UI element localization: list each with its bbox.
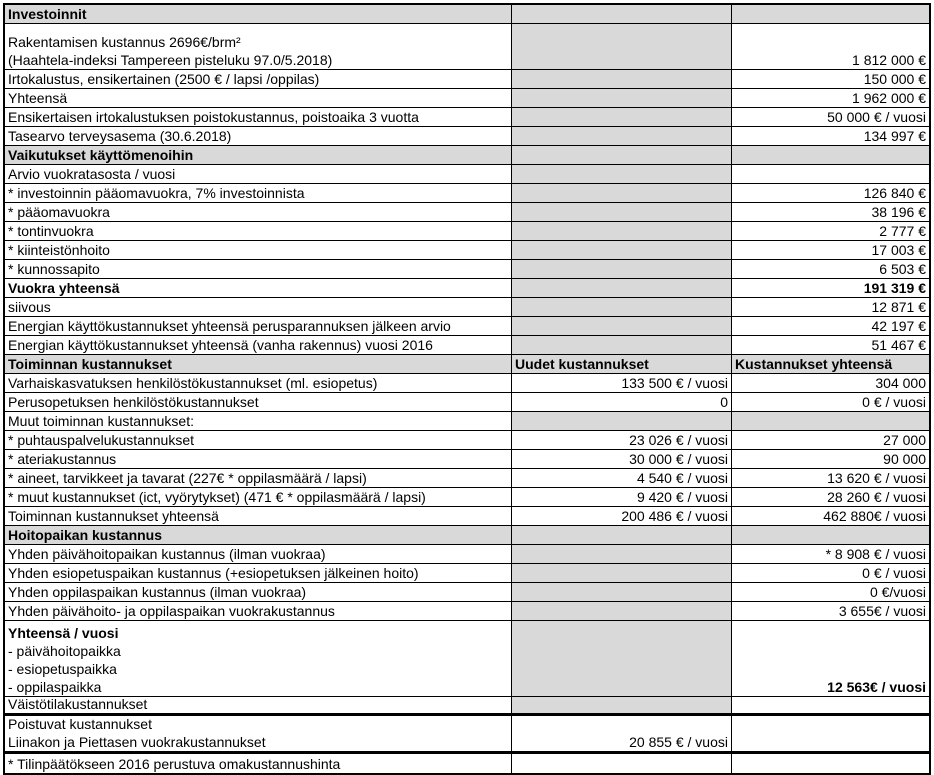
total-cost-value: 17 003 €	[871, 242, 926, 258]
total-cost-cell	[732, 488, 929, 506]
total-cost-value: 134 997 €	[863, 128, 926, 144]
total-cost-cell	[732, 241, 929, 259]
label-text: * ateriakustannus	[8, 451, 117, 467]
cost-table	[3, 3, 931, 775]
total-cost-cell	[732, 697, 929, 713]
new-cost-cell	[512, 355, 732, 373]
table-row	[5, 70, 929, 89]
label-text: Energian käyttökustannukset yhteensä (vanha rakennus) vuosi 2016	[8, 337, 433, 353]
label-text: - oppilaspaikka	[8, 679, 102, 695]
new-cost-cell	[512, 507, 732, 525]
new-cost-cell	[512, 317, 732, 335]
label-text: Arvio vuokratasosta / vuosi	[8, 166, 176, 182]
total-cost-value: 50 000 € / vuosi	[827, 109, 926, 125]
label-text: (Haahtela-indeksi Tampereen pisteluku 97.0/5.2018)	[8, 52, 333, 68]
table-row	[5, 507, 929, 526]
new-cost-cell	[512, 697, 732, 713]
label-text: * kunnossapito	[8, 261, 100, 277]
new-cost-cell	[512, 165, 732, 183]
table-row	[5, 279, 929, 298]
total-cost-value: 6 503 €	[879, 261, 926, 277]
total-cost-value: 12 871 €	[871, 299, 926, 315]
label-cell	[5, 336, 512, 354]
new-cost-cell	[512, 469, 732, 487]
new-cost-cell	[512, 754, 732, 773]
total-cost-value: 0 €/vuosi	[869, 584, 926, 600]
new-cost-cell	[512, 336, 732, 354]
label-cell	[5, 450, 512, 468]
total-cost-cell	[732, 450, 929, 468]
new-cost-cell	[512, 222, 732, 240]
total-cost-value: 42 197 €	[871, 318, 926, 334]
table-row	[5, 89, 929, 108]
new-cost-value: 23 026 € / vuosi	[629, 432, 728, 448]
label-cell	[5, 222, 512, 240]
table-row	[5, 127, 929, 146]
label-text: Energian käyttökustannukset yhteensä perusparannuksen jälkeen arvio	[8, 318, 451, 334]
label-cell	[5, 165, 512, 183]
total-cost-cell	[732, 298, 929, 316]
total-cost-cell	[732, 393, 929, 411]
new-cost-cell	[512, 526, 732, 544]
total-cost-cell	[732, 203, 929, 221]
table-row	[5, 602, 929, 621]
new-cost-value: 0	[720, 394, 728, 410]
label-cell	[5, 412, 512, 430]
new-cost-cell	[512, 564, 732, 582]
new-cost-cell	[512, 431, 732, 449]
table-row	[5, 716, 929, 754]
total-cost-cell	[732, 754, 929, 773]
table-row	[5, 24, 929, 70]
new-cost-cell	[512, 127, 732, 145]
total-cost-value: 1 812 000 €	[852, 52, 926, 68]
section-header-row	[5, 526, 929, 545]
new-cost-cell	[512, 374, 732, 392]
label-text: Ensikertaisen irtokalustuksen poistokustannus, poistoaika 3 vuotta	[8, 109, 419, 125]
total-cost-value: 462 880€ / vuosi	[823, 508, 926, 524]
section-header-row	[5, 355, 929, 374]
label-cell	[5, 279, 512, 297]
label-text: Yhden esiopetuspaikan kustannus (+esiopetuksen jälkeinen hoito)	[8, 565, 419, 581]
table-row	[5, 754, 929, 773]
table-row	[5, 241, 929, 260]
label-text: - esiopetuspaikka	[8, 661, 117, 677]
label-text: Toiminnan kustannukset	[8, 356, 172, 372]
total-cost-cell	[732, 184, 929, 202]
label-cell	[5, 754, 512, 773]
table-row	[5, 621, 929, 697]
label-cell	[5, 564, 512, 582]
label-text: Yhden oppilaspaikan kustannus (ilman vuokraa)	[8, 584, 307, 600]
label-text: * kiinteistönhoito	[8, 242, 110, 258]
label-cell	[5, 431, 512, 449]
label-cell	[5, 716, 512, 751]
label-cell	[5, 507, 512, 525]
new-cost-cell	[512, 24, 732, 69]
new-cost-cell	[512, 583, 732, 601]
total-cost-cell	[732, 545, 929, 563]
label-text: * pääomavuokra	[8, 204, 110, 220]
label-text: - päivähoitopaikka	[8, 643, 121, 659]
label-cell	[5, 24, 512, 69]
total-cost-cell	[732, 5, 929, 23]
table-row	[5, 336, 929, 355]
table-row	[5, 165, 929, 184]
label-cell	[5, 374, 512, 392]
table-row	[5, 488, 929, 507]
total-cost-cell	[732, 412, 929, 430]
table-row	[5, 697, 929, 716]
new-cost-cell	[512, 203, 732, 221]
table-row	[5, 469, 929, 488]
label-cell	[5, 260, 512, 278]
table-row	[5, 317, 929, 336]
label-text: Yhden päivähoito- ja oppilaspaikan vuokrakustannus	[8, 603, 335, 619]
section-header-row	[5, 146, 929, 165]
section-header-row	[5, 5, 929, 24]
label-cell	[5, 317, 512, 335]
label-cell	[5, 469, 512, 487]
new-cost-cell	[512, 716, 732, 751]
new-cost-value: 30 000 € / vuosi	[629, 451, 728, 467]
new-cost-value: 9 420 € / vuosi	[636, 489, 728, 505]
label-cell	[5, 621, 512, 696]
new-cost-cell	[512, 488, 732, 506]
total-cost-cell	[732, 564, 929, 582]
total-cost-value: 90 000	[883, 451, 926, 467]
label-cell	[5, 203, 512, 221]
label-text: Tasearvo terveysasema (30.6.2018)	[8, 128, 232, 144]
table-row	[5, 431, 929, 450]
new-cost-value: 133 500 € / vuosi	[621, 375, 728, 391]
label-text: Muut toiminnan kustannukset:	[8, 413, 194, 429]
label-text: * investoinnin pääomavuokra, 7% investoinnista	[8, 185, 305, 201]
new-cost-cell	[512, 412, 732, 430]
label-cell	[5, 393, 512, 411]
total-cost-value: 191 319 €	[863, 280, 926, 296]
table-row	[5, 298, 929, 317]
label-text: Investoinnit	[8, 6, 87, 22]
label-text: Perusopetuksen henkilöstökustannukset	[8, 394, 259, 410]
label-cell	[5, 697, 512, 713]
total-cost-value: 150 000 €	[863, 71, 926, 87]
new-cost-cell	[512, 184, 732, 202]
total-cost-cell	[732, 583, 929, 601]
total-cost-cell	[732, 260, 929, 278]
table-row	[5, 393, 929, 412]
total-cost-cell	[732, 222, 929, 240]
total-cost-cell	[732, 336, 929, 354]
total-cost-value: 38 196 €	[871, 204, 926, 220]
label-text: Yhden päivähoitopaikan kustannus (ilman vuokraa)	[8, 546, 326, 562]
table-row	[5, 412, 929, 431]
table-row	[5, 222, 929, 241]
total-cost-cell	[732, 127, 929, 145]
total-cost-cell	[732, 279, 929, 297]
total-cost-cell	[732, 165, 929, 183]
label-text: Vuokra yhteensä	[8, 280, 120, 296]
label-cell	[5, 298, 512, 316]
new-cost-cell	[512, 70, 732, 88]
table-row	[5, 564, 929, 583]
new-cost-cell	[512, 393, 732, 411]
label-text: Poistuvat kustannukset	[8, 716, 152, 732]
new-cost-cell	[512, 602, 732, 620]
total-cost-cell	[732, 355, 929, 373]
table-row	[5, 184, 929, 203]
table-row	[5, 583, 929, 602]
total-cost-cell	[732, 469, 929, 487]
new-cost-cell	[512, 5, 732, 23]
total-cost-value: 2 777 €	[879, 223, 926, 239]
total-cost-cell	[732, 108, 929, 126]
total-cost-cell	[732, 146, 929, 164]
label-text: * puhtauspalvelukustannukset	[8, 432, 195, 448]
total-cost-cell	[732, 317, 929, 335]
label-text: Väistötilakustannukset	[8, 697, 148, 712]
total-cost-value: 28 260 € / vuosi	[827, 489, 926, 505]
label-text: Toiminnan kustannukset yhteensä	[8, 508, 219, 524]
label-text: Liinakon ja Piettasen vuokrakustannukset	[8, 734, 266, 750]
label-text: Irtokalustus, ensikertainen (2500 € / lapsi /oppilas)	[8, 71, 320, 87]
total-cost-value: 51 467 €	[871, 337, 926, 353]
label-cell	[5, 355, 512, 373]
label-text: * aineet, tarvikkeet ja tavarat (227€ * oppilasmäärä / lapsi)	[8, 470, 367, 486]
total-cost-cell	[732, 716, 929, 751]
label-cell	[5, 583, 512, 601]
new-cost-cell	[512, 108, 732, 126]
new-cost-cell	[512, 298, 732, 316]
label-cell	[5, 602, 512, 620]
label-cell	[5, 127, 512, 145]
table-row	[5, 203, 929, 222]
total-cost-cell	[732, 431, 929, 449]
total-cost-value: 1 962 000 €	[852, 90, 926, 106]
label-cell	[5, 545, 512, 563]
table-row	[5, 260, 929, 279]
label-cell	[5, 146, 512, 164]
table-row	[5, 108, 929, 127]
total-cost-value: 126 840 €	[863, 185, 926, 201]
label-text: * Tilinpäätökseen 2016 perustuva omakustannushinta	[8, 756, 341, 772]
total-cost-cell	[732, 526, 929, 544]
total-cost-value: 3 655€ / vuosi	[838, 603, 926, 619]
total-cost-value: 0 € / vuosi	[862, 394, 926, 410]
new-cost-cell	[512, 260, 732, 278]
label-text: siivous	[8, 299, 51, 315]
label-cell	[5, 526, 512, 544]
label-text: Varhaiskasvatuksen henkilöstökustannukset (ml. esiopetus)	[8, 375, 378, 391]
new-cost-value: 4 540 € / vuosi	[636, 470, 728, 486]
new-cost-value: Uudet kustannukset	[515, 356, 649, 372]
total-cost-value: 0 € / vuosi	[862, 565, 926, 581]
new-cost-cell	[512, 545, 732, 563]
label-text: Yhteensä	[8, 90, 68, 106]
total-cost-value: * 8 908 € / vuosi	[825, 546, 926, 562]
total-cost-cell	[732, 89, 929, 107]
label-text: Hoitopaikan kustannus	[8, 527, 163, 543]
new-cost-cell	[512, 146, 732, 164]
label-cell	[5, 5, 512, 23]
label-cell	[5, 108, 512, 126]
label-cell	[5, 70, 512, 88]
label-text: * muut kustannukset (ict, vyörytykset) (471 € * oppilasmäärä / lapsi)	[8, 489, 426, 505]
total-cost-value: 27 000	[883, 432, 926, 448]
total-cost-value: 304 000	[875, 375, 926, 391]
total-cost-cell	[732, 602, 929, 620]
total-cost-cell	[732, 621, 929, 696]
label-cell	[5, 488, 512, 506]
new-cost-cell	[512, 279, 732, 297]
table-row	[5, 374, 929, 393]
new-cost-cell	[512, 621, 732, 696]
total-cost-cell	[732, 374, 929, 392]
new-cost-cell	[512, 450, 732, 468]
label-text: Yhteensä / vuosi	[8, 625, 119, 641]
total-cost-cell	[732, 24, 929, 69]
label-cell	[5, 241, 512, 259]
label-text: Rakentamisen kustannus 2696€/brm²	[8, 34, 241, 50]
table-row	[5, 545, 929, 564]
new-cost-cell	[512, 89, 732, 107]
label-text: Vaikutukset käyttömenoihin	[8, 147, 194, 163]
new-cost-value: 20 855 € / vuosi	[629, 734, 728, 750]
total-cost-value: 13 620 € / vuosi	[827, 470, 926, 486]
label-cell	[5, 89, 512, 107]
new-cost-cell	[512, 241, 732, 259]
label-cell	[5, 184, 512, 202]
label-text: * tontinvuokra	[8, 223, 94, 239]
total-cost-value: Kustannukset yhteensä	[735, 356, 893, 372]
total-cost-cell	[732, 507, 929, 525]
total-cost-cell	[732, 70, 929, 88]
new-cost-value: 200 486 € / vuosi	[621, 508, 728, 524]
table-row	[5, 450, 929, 469]
total-cost-value: 12 563€ / vuosi	[827, 679, 926, 695]
